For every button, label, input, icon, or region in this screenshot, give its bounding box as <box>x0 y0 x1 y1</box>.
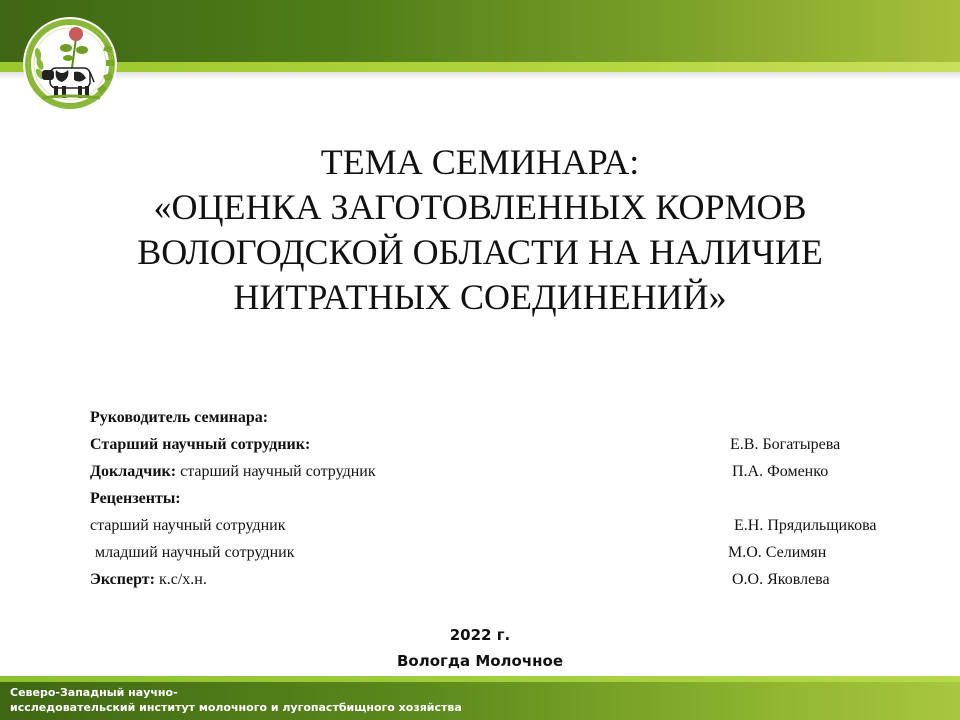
place-text: Вологда Молочное <box>397 652 563 670</box>
reviewer-2-role: младший научный сотрудник <box>95 544 295 561</box>
reviewers-label: Рецензенты: <box>90 490 181 507</box>
header-band <box>0 0 960 62</box>
credits-row-senior <box>90 431 910 458</box>
credits-row-reviewers <box>90 485 910 512</box>
head-label: Руководитель семинара: <box>90 409 269 426</box>
date-place <box>280 622 680 674</box>
reviewer-1-name: Е.Н. Прядильщикова <box>734 517 877 534</box>
reviewer-2-name: М.О. Селимян <box>728 544 827 561</box>
expert-line <box>90 566 207 593</box>
expert-name: О.О. Яковлева <box>732 571 830 588</box>
speaker-role: старший научный сотрудник <box>176 463 376 480</box>
credits-row-expert <box>90 566 910 593</box>
expert-label: Эксперт: <box>90 571 155 588</box>
credits-row-reviewer-2 <box>90 539 910 566</box>
org-line-2: исследовательский институт молочного и лугопастбищного хозяйства <box>10 701 462 714</box>
org-line-1: Северо-Западный научно- <box>10 686 178 699</box>
title-line-3: ВОЛОГОДСКОЙ ОБЛАСТИ НА НАЛИЧИЕ <box>137 232 823 272</box>
speaker-line <box>90 458 376 485</box>
credits-row-speaker <box>90 458 910 485</box>
expert-role: к.с/х.н. <box>154 571 207 588</box>
title-line-2: «ОЦЕНКА ЗАГОТОВЛЕННЫХ КОРМОВ <box>153 187 807 227</box>
speaker-name: П.А. Фоменко <box>732 463 829 480</box>
reviewer-1-role: старший научный сотрудник <box>90 517 286 534</box>
year-text: 2022 г. <box>449 626 511 644</box>
senior-label: Старший научный сотрудник: <box>90 436 311 453</box>
title-line-4: НИТРАТНЫХ СОЕДИНЕНИЙ» <box>233 277 727 317</box>
title-line-1: ТЕМА СЕМИНАРА: <box>320 142 640 182</box>
credits-row-reviewer-1 <box>90 512 910 539</box>
credits-row-head <box>90 404 910 431</box>
slide-title <box>80 140 880 320</box>
credits-block <box>90 404 910 593</box>
speaker-label: Докладчик: <box>90 463 177 480</box>
senior-name: Е.В. Богатырева <box>730 436 841 453</box>
header-stripe <box>0 62 960 72</box>
organization-name <box>10 685 610 715</box>
institute-logo-icon <box>22 16 118 112</box>
header-shadow <box>0 72 960 80</box>
